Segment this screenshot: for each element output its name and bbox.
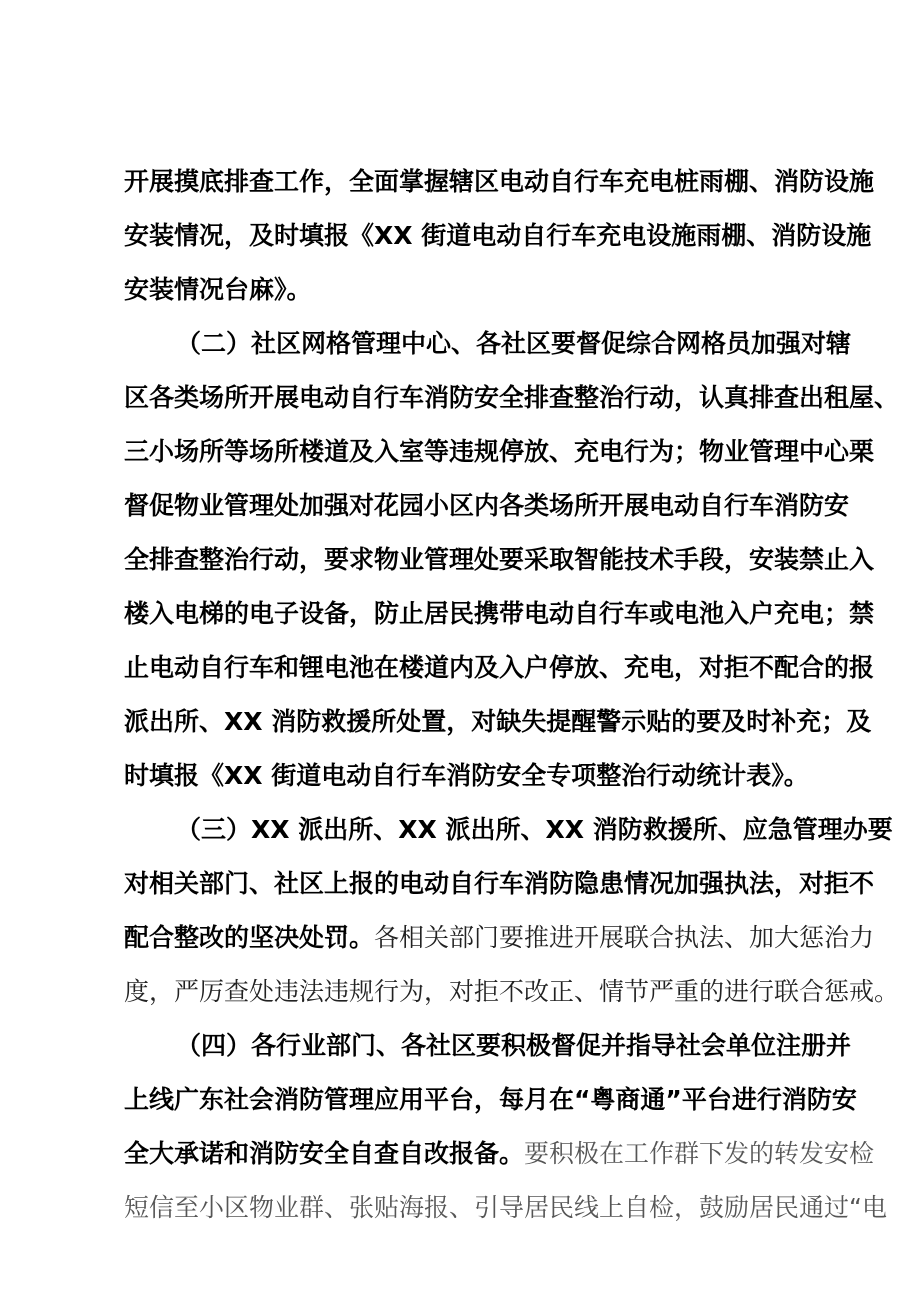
para3-line-3-normal: 各相关部门要推进开展联合执法、加大惩治力 bbox=[374, 923, 875, 952]
para2-line-1: （二）社区网格管理中心、各社区要督促综合网格员加强对辖 bbox=[176, 329, 852, 358]
para3-line-4-text: 度，严厉查处违法违规行为，对拒不改正、情节严重的进行联合惩戒。 bbox=[124, 977, 900, 1006]
para2-line-7: 止电动自行车和锂电池在楼道内及入户停放、充电，对拒不配合的报 bbox=[124, 653, 875, 682]
para4-line-2: 上线广东社会消防管理应用平台，每月在“粤商通”平台进行消防安 bbox=[124, 1085, 857, 1114]
para2-line-8: 派出所、XX 消防救援所处置，对缺失提醒警示贴的要及时补充；及 bbox=[124, 707, 872, 736]
para1-line-3: 安装情况台麻》。 bbox=[124, 275, 312, 304]
para1-line-1: 开展摸底排查工作，全面掌握辖区电动自行车充电桩雨棚、消防设施 bbox=[124, 167, 875, 196]
para2-line-3: 三小场所等场所楼道及入室等违规停放、充电行为；物业管理中心栗 bbox=[124, 437, 875, 466]
para3-line-2: 对相关部门、社区上报的电动自行车消防隐患情况加强执法，对拒不 bbox=[124, 869, 875, 898]
para3-line-3 bbox=[124, 921, 875, 955]
para3-line-4 bbox=[124, 975, 900, 1009]
para4-line-3-normal: 要积极在工作群下发的转发安检 bbox=[524, 1139, 875, 1168]
para1-line-2: 安装情况，及时填报《XX 街道电动自行车充电设施雨棚、消防设施 bbox=[124, 221, 872, 250]
para2-line-9: 时填报《XX 街道电动自行车消防安全专项整治行动统计表》。 bbox=[124, 761, 809, 790]
para4-line-4: 短信至小区物业群、张贴海报、引导居民线上自检，鼓励居民通过“电 bbox=[124, 1193, 887, 1222]
para2-line-2: 区各类场所开展电动自行车消防安全排查整治行动，认真排查出租屋、 bbox=[124, 383, 900, 412]
para3-line-3-bold: 配合整改的坚决处罚。 bbox=[124, 923, 375, 952]
para4-line-1: （四）各行业部门、各社区要积极督促并指导社会单位注册并 bbox=[176, 1031, 852, 1060]
para2-line-4: 督促物业管理处加强对花园小区内各类场所开展电动自行车消防安 bbox=[124, 491, 850, 520]
para4-line-3 bbox=[124, 1137, 875, 1171]
para2-line-6: 楼入电梯的电子设备，防止居民携带电动自行车或电池入户充电；禁 bbox=[124, 599, 875, 628]
para3-line-1: （三）XX 派出所、XX 派出所、XX 消防救援所、应急管理办要 bbox=[176, 815, 893, 844]
para4-line-3-bold: 全大承诺和消防安全自查自改报备。 bbox=[124, 1139, 525, 1168]
para2-line-5: 全排查整治行动，要求物业管理处要采取智能技术手段，安装禁止入 bbox=[124, 545, 875, 574]
